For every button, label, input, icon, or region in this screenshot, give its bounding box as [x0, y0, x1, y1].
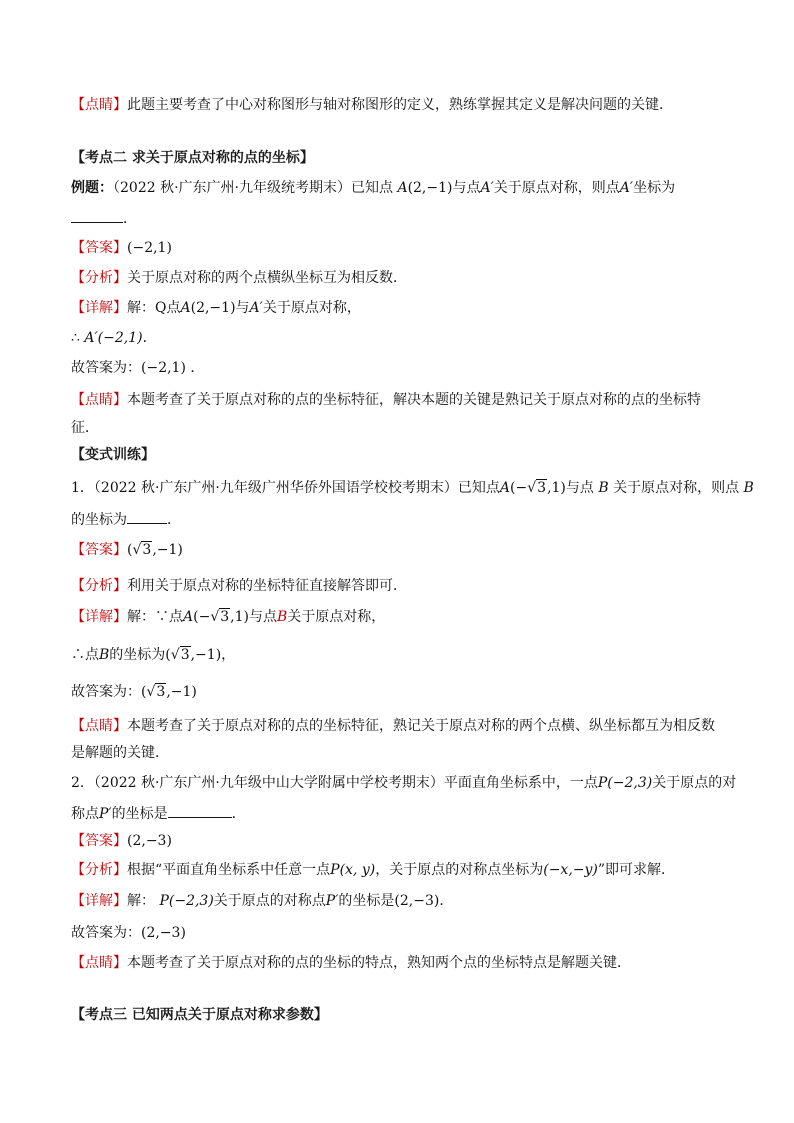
- answer-blank: [71, 208, 123, 223]
- coord-left: (−: [510, 480, 528, 496]
- point-a-prime-2: A′: [619, 180, 634, 196]
- question-2: [71, 773, 737, 793]
- analysis-text: 关于原点对称的两个点横纵坐标互为相反数．: [127, 270, 407, 286]
- example-source: （2022 秋·广东广州·九年级统考期末）已知点: [113, 180, 393, 196]
- sqrt-symbol: √3: [527, 480, 547, 496]
- detail-line-8: [71, 923, 731, 943]
- comment-line-3b: 是解题的关键．: [71, 745, 169, 761]
- analysis-tag: 【分析】: [71, 578, 127, 594]
- paren-right: ,−1): [152, 542, 183, 558]
- detail-text: 解：∵点: [127, 609, 183, 625]
- comment-line-3: [71, 716, 731, 736]
- sqrt-symbol: √3: [132, 542, 152, 558]
- paren-left: (: [127, 542, 133, 558]
- answer-value: (−2,1): [141, 360, 186, 376]
- answer-prefix: 故答案为：: [71, 360, 141, 376]
- point-p: P(−2,3): [597, 775, 653, 791]
- therefore-symbol: ∴: [71, 330, 80, 346]
- period: ．: [231, 806, 246, 822]
- answer-line: [71, 238, 731, 258]
- detail-text-b: 与点: [249, 609, 277, 625]
- answer-line-3: [71, 831, 731, 851]
- paren-left: (: [141, 684, 147, 700]
- question-1: [71, 478, 754, 498]
- comment-tag: 【点睛】: [71, 97, 127, 113]
- analysis-tag: 【分析】: [71, 270, 127, 286]
- answer-value: (2,−3): [127, 833, 172, 849]
- comment-line-2: [71, 390, 731, 410]
- detail-text-b: 关于原点的对称点: [213, 893, 326, 909]
- answer-tag: 【答案】: [71, 542, 127, 558]
- question-text: 1．（2022 秋·广东广州·九年级广州华侨外国语学校校考期末）已知点: [71, 480, 500, 496]
- example-rest: 关于原点对称，则点: [493, 180, 620, 196]
- answer-blank: [127, 509, 167, 524]
- paren-right: ,−1): [166, 684, 197, 700]
- sqrt-symbol: √3: [146, 684, 166, 700]
- variant-heading: 【变式训练】: [71, 447, 155, 463]
- comment-text: 此题主要考查了中心对称图形与轴对称图形的定义，熟练掌握其定义是解决问题的关键．: [127, 97, 673, 113]
- answer-blank: [168, 803, 232, 818]
- comment-tag: 【点睛】: [71, 718, 127, 734]
- coord-left: (−: [193, 609, 211, 625]
- detail-text-c: 的坐标是: [338, 893, 395, 909]
- paren-left: (: [165, 647, 171, 663]
- point-p-prime: P′: [325, 893, 339, 909]
- section-heading-3: 【考点三 已知两点关于原点对称求参数】: [71, 1007, 328, 1023]
- detail-text: 解：: [127, 300, 155, 316]
- comment-tag: 【点睛】: [71, 955, 127, 971]
- example-blank-line: [71, 208, 731, 229]
- answer-tag: 【答案】: [71, 240, 127, 256]
- coord-a: (2,−1): [190, 300, 236, 316]
- detail-tag: 【详解】: [71, 893, 127, 909]
- point-b: B: [598, 480, 609, 496]
- point-a: A: [183, 609, 194, 625]
- comment-text: 本题考查了关于原点对称的点的坐标的特点，熟知两个点的坐标特点是解题关键．: [127, 955, 631, 971]
- section-heading-2: 【考点二 求关于原点对称的点的坐标】: [71, 150, 314, 166]
- comment-text: 本题考查了关于原点对称的点的坐标特征，熟记关于原点对称的两个点横、纵坐标都互为相反数: [127, 718, 715, 734]
- answer-line-2: [71, 540, 731, 560]
- question-text-b: 关于原点的对: [652, 775, 737, 791]
- question-text-b: 的坐标是: [111, 806, 168, 822]
- detail-text: 的坐标为: [109, 647, 166, 663]
- analysis-line-2: [71, 576, 731, 596]
- paren-right: ,−1): [190, 647, 222, 663]
- point-b: B: [99, 647, 110, 663]
- question-text-b: 与点: [565, 480, 594, 496]
- period: ．: [439, 893, 454, 909]
- detail-text-c: 关于原点对称，: [287, 609, 386, 625]
- result-point: A′(−2,1): [84, 330, 143, 346]
- detail-line: [71, 298, 731, 318]
- answer-value: (2,−3): [141, 925, 186, 941]
- answer-prefix: 故答案为：: [71, 684, 141, 700]
- detail-line-6: [71, 682, 731, 702]
- analysis-text-b: ，关于原点的对称点坐标为: [375, 862, 544, 878]
- detail-tag: 【详解】: [71, 300, 127, 316]
- radicand: 3: [220, 609, 230, 625]
- radicand: 3: [142, 542, 152, 558]
- analysis-line: [71, 268, 731, 288]
- question-1-line-2: [71, 509, 731, 530]
- example-mid: 与点: [452, 180, 481, 196]
- detail-line-5: [71, 645, 731, 665]
- analysis-text-c: ”即可求解．: [597, 862, 676, 878]
- analysis-line-3: [71, 860, 731, 880]
- example-period: ．: [123, 211, 137, 227]
- point-p: P(x, y): [330, 862, 376, 878]
- question-text: 称点: [71, 806, 99, 822]
- answer-value: (−2,1): [127, 240, 172, 256]
- sqrt-symbol: √3: [170, 647, 190, 663]
- comment-line-4: [71, 953, 731, 973]
- question-2-line-2: [71, 803, 731, 824]
- comment-line-2b: 征．: [71, 420, 99, 436]
- analysis-text: 根据“平面直角坐标系中任意一点: [127, 862, 331, 878]
- point-a: A: [397, 180, 408, 196]
- example-line: [71, 178, 731, 198]
- coord-right: ,1): [230, 609, 249, 625]
- period: ．: [142, 330, 157, 346]
- detail-text-c: 与: [235, 300, 250, 316]
- point-p-prime: P′: [99, 806, 112, 822]
- coord-a: (2,−1): [407, 180, 453, 196]
- detail-line-3: [71, 358, 731, 378]
- point-a: A: [180, 300, 191, 316]
- answer-prefix: 故答案为：: [71, 925, 141, 941]
- analysis-tag: 【分析】: [71, 862, 127, 878]
- detail-line-2: [71, 328, 731, 348]
- radicand: 3: [537, 480, 547, 496]
- detail-line-7: [71, 891, 731, 911]
- analysis-text: 利用关于原点对称的坐标特征直接解答即可．: [127, 578, 407, 594]
- point-a-prime: A′: [480, 180, 494, 196]
- example-label: 例题：: [71, 180, 113, 196]
- therefore-text: ∴点: [71, 647, 99, 663]
- point-b: B: [277, 609, 288, 625]
- radicand: 3: [156, 684, 166, 700]
- comment-tag: 【点睛】: [71, 392, 127, 408]
- sqrt-symbol: √3: [210, 609, 230, 625]
- question-text: 的坐标为: [71, 512, 127, 528]
- point-b-2: B: [743, 480, 754, 496]
- detail-text-d: 关于原点对称，: [262, 300, 361, 316]
- point-a: A: [499, 480, 511, 496]
- comma: ，: [221, 647, 236, 663]
- question-text-c: 关于原点对称，则点: [613, 480, 740, 496]
- period: ．: [167, 512, 181, 528]
- coord-right: ,1): [547, 480, 566, 496]
- symmetric-point: (−x,−y): [543, 862, 598, 878]
- answer-tag: 【答案】: [71, 833, 127, 849]
- detail-line-4: [71, 607, 731, 627]
- comment-text: 本题考查了关于原点对称的点的坐标特征，解决本题的关键是熟记关于原点对称的点的坐标特: [127, 392, 701, 408]
- point-p: P(−2,3): [159, 893, 214, 909]
- radicand: 3: [180, 647, 190, 663]
- detail-tag: 【详解】: [71, 609, 127, 625]
- detail-text: 解：: [127, 893, 155, 909]
- detail-text-b: Q点: [155, 300, 181, 316]
- point-a-prime: A′: [249, 300, 263, 316]
- result-value: (2,−3): [394, 893, 440, 909]
- question-text: 2．（2022 秋·广东广州·九年级中山大学附属中学校考期末）平面直角坐标系中，一点: [71, 775, 598, 791]
- period: ．: [190, 360, 205, 376]
- comment-line: [71, 95, 731, 115]
- example-end: 坐标为: [633, 180, 676, 196]
